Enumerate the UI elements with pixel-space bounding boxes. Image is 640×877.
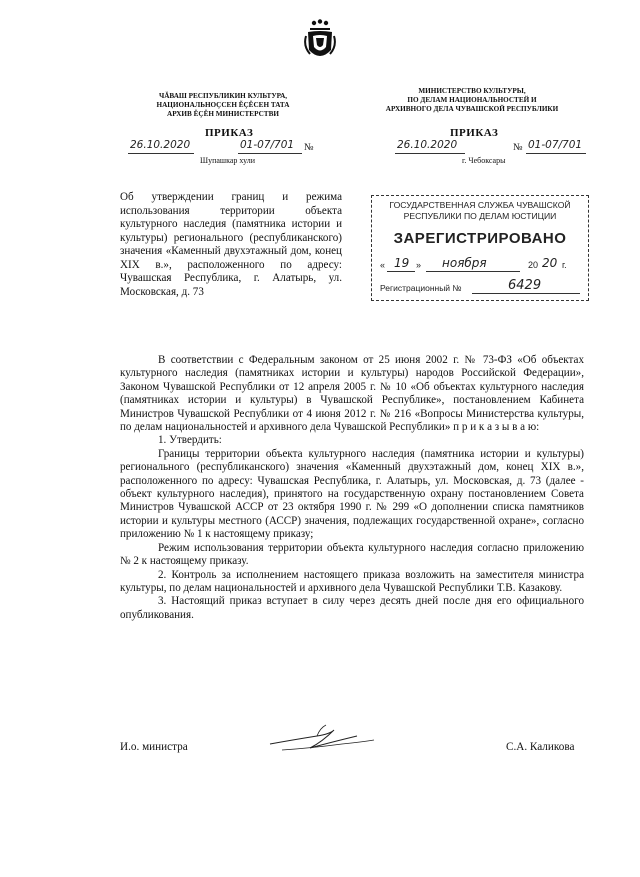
header-left-ministry	[118, 92, 328, 119]
place-right: г. Чебоксары	[462, 156, 506, 165]
stamp-month: ноября	[442, 256, 487, 270]
order-body	[120, 354, 584, 622]
stamp-day-underline	[387, 271, 415, 272]
order-title-right: ПРИКАЗ	[450, 127, 499, 139]
stamp-reg-label: Регистрационный №	[380, 283, 462, 293]
order-date-right-underline	[395, 153, 465, 154]
stamp-year-suffix: 20	[542, 256, 558, 270]
order-date-right: 26.10.2020	[397, 139, 458, 151]
order-number-left-underline	[238, 153, 302, 154]
registration-stamp	[371, 195, 589, 301]
stamp-status: ЗАРЕГИСТРИРОВАНО	[393, 230, 567, 247]
header-right-line: МИНИСТЕРСТВО КУЛЬТУРЫ,	[418, 87, 526, 95]
order-date-left-underline	[128, 153, 194, 154]
preamble-paragraph: В соответствии с Федеральным законом от 25 июня 2002 г. № 73-ФЗ «Об объектах культурного наследия (памятниках истории и культуры) народов Российской Федерации», Законом Чувашской Республики от 12 апреля 2005 г. № 10 «Об объектах культурного наследия (памятниках истории и культуры) в Чувашской Республике», постановлением Кабинета Министров Чувашской Республики от 4 июня 2012 г. № 216 «Вопросы Министерства культуры, по делам национальностей и архивного дела Чувашской Республики» п р и к а з ы в а ю:	[120, 354, 584, 434]
order-title-left: ПРИКАЗ	[205, 127, 254, 139]
order-number-right-underline	[526, 153, 586, 154]
number-sign-right: №	[513, 142, 523, 153]
header-left-line: НАЦИОНАЛЬНОÇСЕН ĔÇĔСЕН ТАТА	[156, 101, 290, 109]
signatory-position: И.о. министра	[120, 741, 188, 753]
stamp-date-row: « 19 » ноября 20 20 г.	[380, 256, 567, 270]
coat-of-arms-emblem	[304, 16, 336, 64]
number-sign-left: №	[304, 142, 314, 153]
order-date-left: 26.10.2020	[130, 139, 191, 151]
item-1-regime: Режим использования территории объекта культурного наследия согласно приложению № 2 к настоящему приказу.	[120, 541, 584, 568]
item-3: 3. Настоящий приказ вступает в силу через десять дней после дня его официального опубликования.	[120, 595, 584, 621]
stamp-month-underline	[426, 271, 520, 272]
item-1: 1. Утвердить:	[158, 434, 222, 447]
order-number-left: 01-07/701	[240, 139, 295, 151]
stamp-year-abbr: г.	[562, 260, 567, 270]
handwritten-signature	[262, 722, 382, 762]
stamp-reg-underline	[472, 293, 580, 294]
order-subject: Об утверждении границ и режима использования территории объекта культурного наследия (памятника истории и культуры) регионального (республиканского) значения «Каменный двухэтажный дом, конец XIX в.», расположенного по адресу: Чувашская Республика, г. Алатырь, ул. Московская, д. 73	[120, 191, 342, 298]
header-right-line: ПО ДЕЛАМ НАЦИОНАЛЬНОСТЕЙ И	[407, 96, 537, 104]
item-1-boundaries: Границы территории объекта культурного наследия (памятника истории и культуры) регионального (республиканского) значения «Каменный двухэтажный дом, конец XIX в.», расположенного по адресу: Чувашская Республика, г. Алатырь, ул. Московская, д. 73 (далее - объект культурного наследия), принятого на государственную охрану постановлением Совета Министров Чувашской АССР от 23 октября 1990 г. № 299 «О дополнении списка памятников истории и культуры местного (АССР) значения, подлежащих государственной охране», согласно приложению № 1 к настоящему приказу;	[120, 447, 584, 541]
signatory-name: С.А. Каликова	[506, 741, 575, 753]
stamp-year-prefix: 20	[528, 260, 539, 270]
item-2: 2. Контроль за исполнением настоящего приказа возложить на заместителя министра культуры, по делам национальностей и архивного дела Чувашской Республики Т.В. Казакову.	[120, 568, 584, 594]
header-right-line: АРХИВНОГО ДЕЛА ЧУВАШСКОЙ РЕСПУБЛИКИ	[385, 105, 559, 113]
stamp-org-line: РЕСПУБЛИКИ ПО ДЕЛАМ ЮСТИЦИИ	[403, 211, 557, 221]
header-left-line: ЧĂВАШ РЕСПУБЛИКИН КУЛЬТУРА,	[158, 92, 288, 100]
order-number-right: 01-07/701	[528, 139, 583, 151]
stamp-org-line: ГОСУДАРСТВЕННАЯ СЛУЖБА ЧУВАШСКОЙ	[389, 200, 571, 210]
place-left: Шупашкар хули	[200, 156, 255, 165]
stamp-reg-number: 6429	[508, 278, 542, 293]
stamp-day: 19	[394, 256, 410, 270]
header-left-line: АРХИВ ĔÇĔН МИНИСТЕРСТВИ	[167, 110, 279, 118]
header-right-ministry	[362, 87, 582, 114]
